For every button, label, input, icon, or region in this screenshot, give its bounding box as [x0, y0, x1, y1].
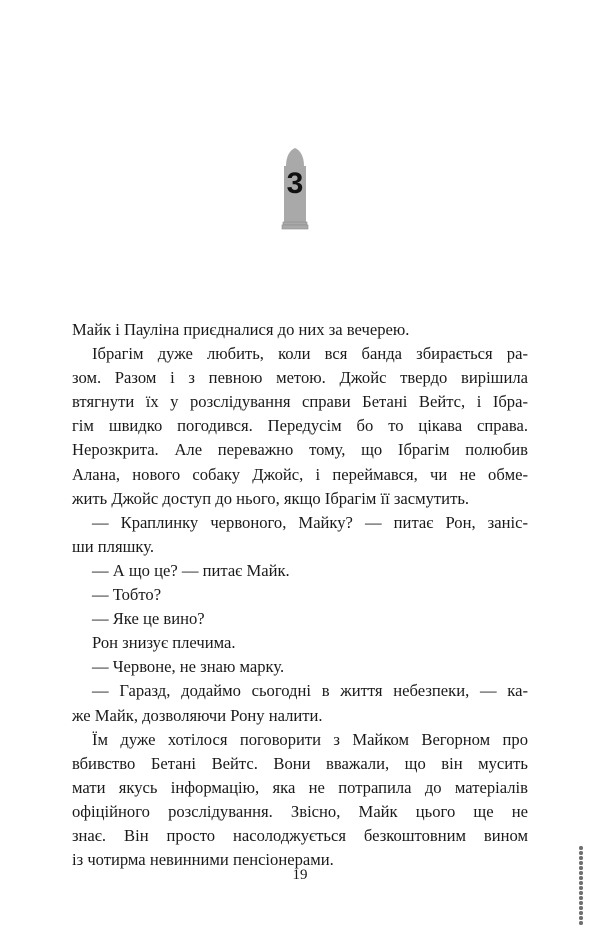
text-line: вбивство Бетані Вейтс. Вони вважали, що він мусить: [72, 753, 528, 773]
text-line: втягнути їх у розслідування справи Бетані Вейтс, і Ібра-: [72, 392, 528, 412]
text-line: Ібрагім дуже любить, коли вся банда збирається ра-: [92, 344, 528, 364]
text-line: офіційного розслідування. Звісно, Майк цього ще не: [72, 801, 528, 821]
text-line: — Краплинку червоного, Майку? — питає Рон, заніс-: [92, 512, 528, 532]
text-line: — Гаразд, додаймо сьогодні в життя небезпеки, — ка-: [92, 681, 528, 701]
text-line: Алана, нового собаку Джойс, і переймався, чи не обме-: [72, 464, 528, 484]
decoration-dot: [579, 906, 583, 910]
decoration-dot: [579, 896, 583, 900]
text-line: із чотирма невинними пенсіонерами.: [72, 850, 334, 870]
text-line: зом. Разом і з певною метою. Джойс твердо вирішила: [72, 368, 528, 388]
chapter-bullet-marker: [277, 148, 313, 230]
decoration-dot: [579, 911, 583, 915]
decoration-dot: [579, 916, 583, 920]
text-line: ши пляшку.: [72, 536, 154, 556]
text-line: Рон знизує плечима.: [92, 633, 236, 653]
decoration-dot: [579, 891, 583, 895]
decoration-dot: [579, 886, 583, 890]
text-line: же Майк, дозволяючи Рону налити.: [72, 705, 323, 725]
decoration-dot: [579, 876, 583, 880]
decoration-dot: [579, 866, 583, 870]
text-line: Нерозкрита. Але переважно тому, що Ібрагім полюбив: [72, 440, 528, 460]
text-line: — А що це? — питає Майк.: [92, 560, 290, 580]
body-text: [72, 318, 528, 872]
decoration-dot: [579, 881, 583, 885]
text-line: гім швидко погодився. Передусім бо то цікава справа.: [72, 416, 528, 436]
decoration-dot: [579, 871, 583, 875]
decoration-dot: [579, 861, 583, 865]
text-line: — Яке це вино?: [92, 609, 205, 629]
text-line: мати якусь інформацію, яка не потрапила до матеріалів: [72, 777, 528, 797]
decoration-dot: [579, 851, 583, 855]
text-line: — Червоне, не знаю марку.: [92, 657, 285, 677]
text-line: Майк і Пауліна приєдналися до них за вечерею.: [72, 320, 410, 339]
page-number: 19: [292, 867, 308, 883]
dotted-edge-decoration: [578, 846, 584, 926]
decoration-dot: [579, 846, 583, 850]
decoration-dot: [579, 856, 583, 860]
decoration-dot: [579, 921, 583, 925]
text-line: Їм дуже хотілося поговорити з Майком Вегорном про: [92, 729, 528, 749]
decoration-dot: [579, 901, 583, 905]
chapter-number: 3: [286, 167, 304, 200]
text-line: — Тобто?: [92, 585, 162, 605]
text-line: знає. Він просто насолоджується безкоштовним вином: [72, 825, 528, 845]
text-line: жить Джойс доступ до нього, якщо Ібрагім її засмутить.: [72, 488, 470, 508]
